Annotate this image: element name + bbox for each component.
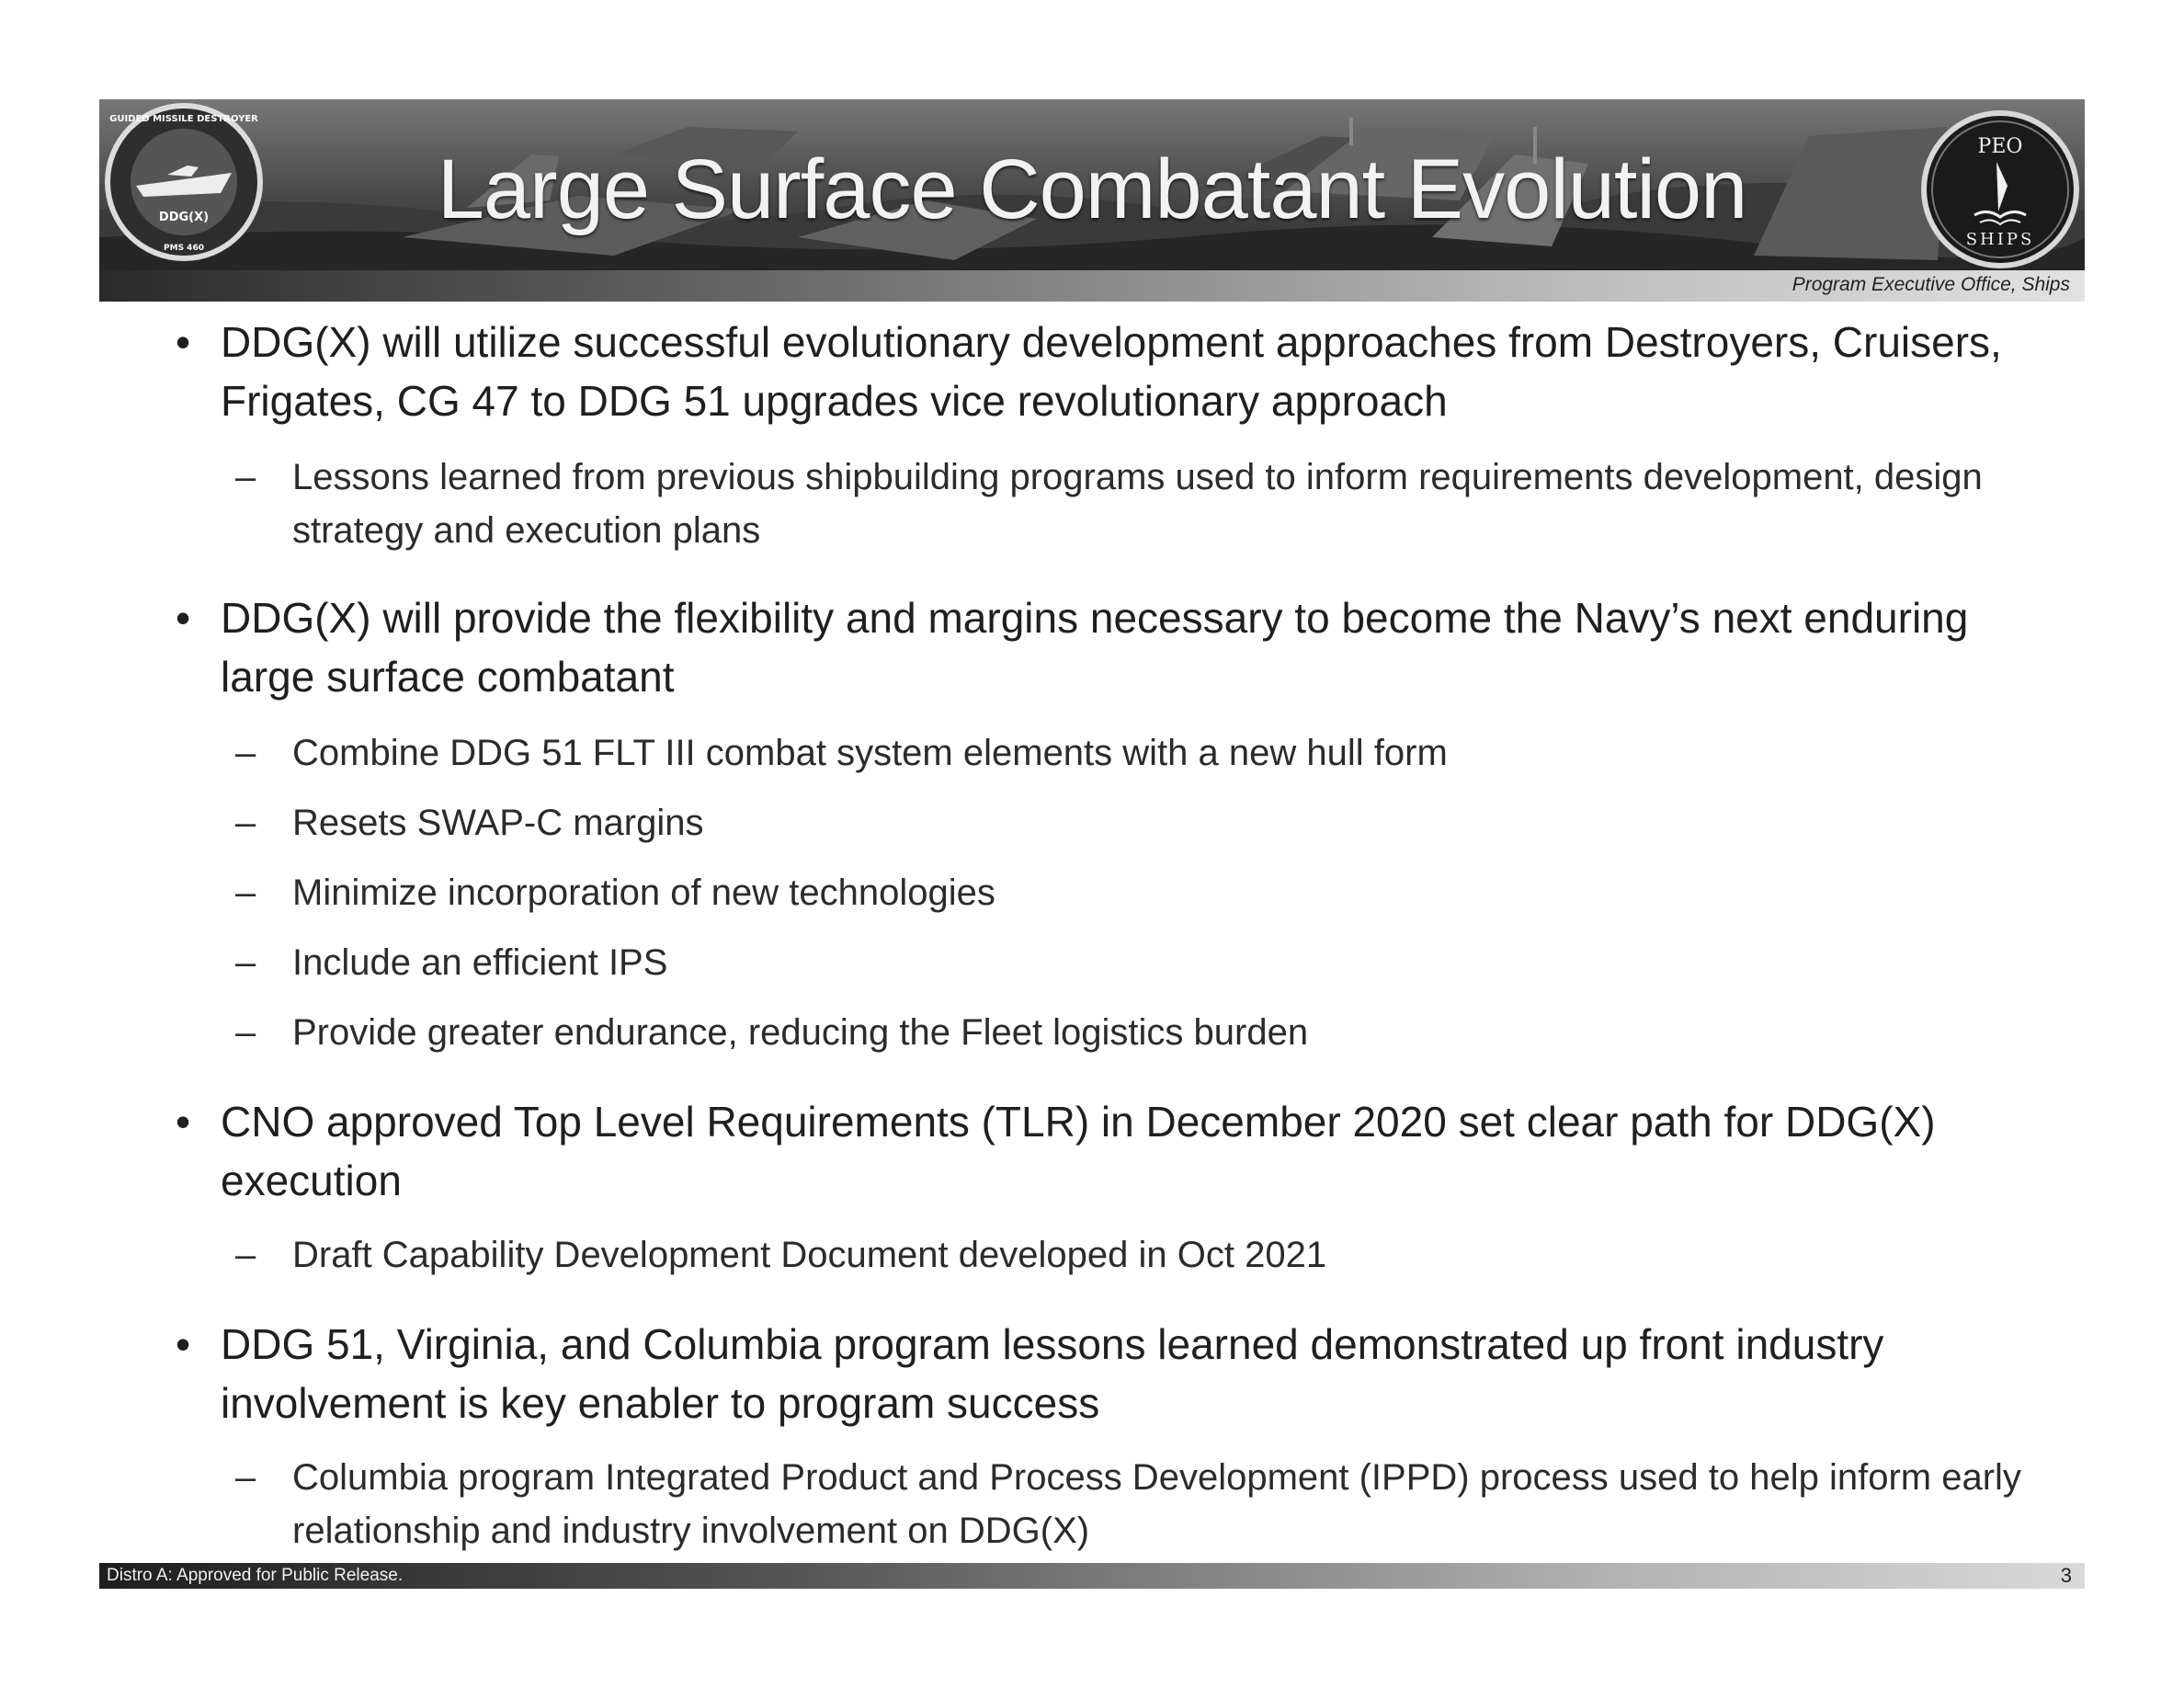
bullet-dot-icon: •	[175, 1098, 191, 1146]
sub-bullet-text: Resets SWAP-C margins	[292, 803, 704, 843]
footer-bar	[99, 1563, 2085, 1589]
dash-icon: –	[235, 1235, 256, 1275]
bullet-dot-icon: •	[175, 318, 191, 366]
bullet-text: DDG 51, Virginia, and Columbia program lessons learned demonstrated up front industry involvement is key enabler to program success	[221, 1320, 1884, 1427]
seal-top-text: GUIDED MISSILE DESTROYER	[109, 114, 258, 124]
dash-icon: –	[235, 1012, 256, 1053]
bullet-text: DDG(X) will utilize successful evolutionary development approaches from Destroyers, Cruisers, Frigates, CG 47 to DDG 51 upgrades vice revolutionary approach	[221, 318, 2002, 425]
peo-logo-top-text: PEO	[1977, 135, 2023, 158]
sub-bullet-text: Include an efficient IPS	[292, 942, 668, 983]
sub-bullet-text: Minimize incorporation of new technologies	[292, 873, 995, 913]
seal-bottom-text: PMS 460	[164, 244, 204, 253]
sub-bullet-text: Draft Capability Development Document developed in Oct 2021	[292, 1235, 1327, 1275]
organization-name: Program Executive Office, Ships	[1792, 274, 2070, 295]
bullet-text: DDG(X) will provide the flexibility and margins necessary to become the Navy’s next enduring large surface combatant	[221, 594, 1969, 701]
sub-bullet-text: Lessons learned from previous shipbuilding programs used to inform requirements development, design strategy and execution plans	[292, 457, 1983, 551]
header-banner	[99, 99, 2085, 270]
peo-logo-bottom-text: SHIPS	[1965, 230, 2035, 249]
sub-bullet-text: Columbia program Integrated Product and Process Development (IPPD) process used to help inform early relationship and industry involvement on DDG(X)	[292, 1457, 2021, 1551]
dash-icon: –	[235, 457, 256, 497]
dash-icon: –	[235, 873, 256, 913]
sub-bullet-text: Provide greater endurance, reducing the Fleet logistics burden	[292, 1012, 1309, 1053]
dash-icon: –	[235, 803, 256, 843]
bullet-dot-icon: •	[175, 1320, 191, 1368]
bullet-dot-icon: •	[175, 594, 191, 642]
seal-center-text: DDG(X)	[158, 211, 210, 224]
dash-icon: –	[235, 1457, 256, 1498]
subheader-bar	[99, 270, 2085, 302]
bullet-text: CNO approved Top Level Requirements (TLR) in December 2020 set clear path for DDG(X) execution	[221, 1098, 1936, 1204]
distribution-statement: Distro A: Approved for Public Release.	[107, 1566, 404, 1585]
dash-icon: –	[235, 733, 256, 773]
dash-icon: –	[235, 942, 256, 983]
page-number: 3	[2060, 1564, 2072, 1587]
ddgx-program-seal	[103, 101, 265, 263]
slide-title: Large Surface Combatant Evolution	[437, 143, 1747, 236]
sub-bullet-text: Combine DDG 51 FLT III combat system elements with a new hull form	[292, 733, 1448, 773]
peo-ships-logo	[1919, 108, 2081, 270]
